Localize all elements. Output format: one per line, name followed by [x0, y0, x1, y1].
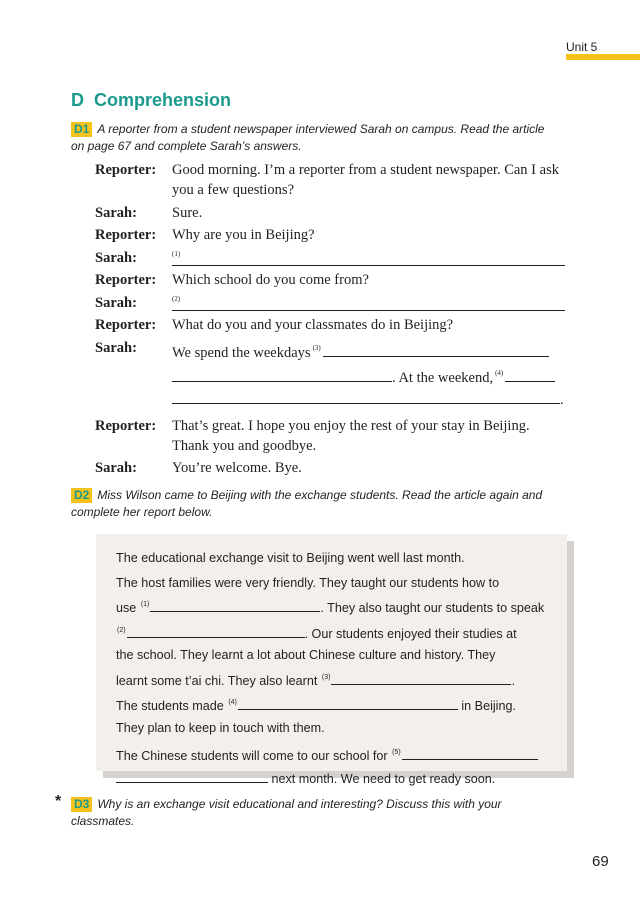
speech-end: .: [560, 391, 564, 408]
d3-badge: D3: [71, 797, 92, 812]
report-blank-4[interactable]: [238, 695, 458, 710]
blank-number: (4): [495, 368, 504, 377]
speaker: Reporter:: [95, 417, 157, 434]
blank-number: (4): [228, 699, 237, 706]
d1-instruction: [71, 121, 551, 155]
section-letter: D: [71, 90, 84, 110]
report-line: [116, 692, 549, 718]
speech: . At the weekend,: [392, 369, 494, 386]
speech: That’s great. I hope you enjoy the rest of your stay in Beijing. Thank you and goodbye.: [172, 417, 530, 454]
dialogue-line: [95, 203, 575, 223]
d2-instruction-text: Miss Wilson came to Beijing with the exchange students. Read the article again and complete her report below.: [71, 488, 543, 519]
d3-instruction: [71, 796, 551, 830]
speech: Which school do you come from?: [172, 272, 369, 288]
report-line: [116, 667, 549, 693]
speech: Good morning. I’m a reporter from a student newspaper. Can I ask you a few questions?: [172, 162, 559, 198]
dialogue-line: [95, 416, 575, 456]
speech: Why are you in Beijing?: [172, 227, 315, 243]
section-title: Comprehension: [94, 90, 232, 110]
d2-badge: D2: [71, 488, 92, 503]
dialogue: [95, 160, 575, 481]
blank-number: (3): [312, 343, 321, 352]
section-heading: [71, 90, 231, 111]
report-blank-2[interactable]: [127, 623, 305, 638]
d3-instruction-text: Why is an exchange visit educational and interesting? Discuss this with your classmates.: [71, 797, 502, 828]
answer-blank-4[interactable]: [505, 366, 555, 382]
unit-bar: [566, 54, 640, 60]
answer-blank-2[interactable]: [172, 293, 565, 311]
report-line: [116, 742, 549, 768]
speaker: Sarah:: [95, 339, 137, 356]
report-line: The host families were very friendly. They taught our students how to: [116, 575, 500, 590]
report-text: learnt some t’ai chi. They also learnt: [116, 673, 318, 688]
speaker: Sarah:: [95, 460, 137, 476]
dialogue-line: [95, 270, 575, 290]
speech: We spend the weekdays: [172, 344, 311, 361]
speaker: Reporter:: [95, 227, 157, 243]
blank-number: (1): [140, 601, 150, 608]
unit-label: Unit 5: [566, 40, 598, 54]
report-line: the school. They learnt a lot about Chinese culture and history. They: [116, 648, 496, 662]
report-box: [96, 534, 567, 786]
report-text: next month. We need to get ready soon.: [271, 771, 496, 786]
answer-blank-3-cont[interactable]: [172, 366, 392, 382]
answer-blank-1[interactable]: [172, 248, 565, 266]
speaker: Reporter:: [95, 272, 157, 288]
speaker: Sarah:: [95, 294, 137, 311]
report-blank-5-cont[interactable]: [116, 768, 268, 783]
blank-number: (2): [117, 626, 126, 634]
blank-number: (5): [392, 749, 401, 756]
d1-badge: D1: [71, 122, 92, 137]
report-blank-3[interactable]: [331, 670, 511, 685]
dialogue-line: [95, 458, 575, 478]
report-text: .: [511, 673, 515, 688]
report-line: [116, 768, 549, 791]
dialogue-line: [95, 225, 575, 245]
dialogue-line: [95, 160, 575, 200]
report-text: The Chinese students will come to our school for: [116, 749, 388, 763]
blank-number: (3): [321, 673, 331, 681]
speech: You’re welcome. Bye.: [172, 460, 302, 476]
dialogue-line: [95, 338, 575, 410]
answer-blank-4-cont[interactable]: [172, 388, 560, 404]
report-blank-5[interactable]: [402, 745, 538, 760]
blank-number: (2): [172, 294, 181, 303]
speaker: Reporter:: [95, 317, 157, 333]
dialogue-line: [95, 315, 575, 335]
report-text: The students made: [116, 699, 224, 713]
report-text: . They also taught our students to speak: [320, 601, 545, 615]
report-line: [116, 594, 549, 620]
report-line: The educational exchange visit to Beijing went well last month.: [116, 551, 465, 565]
speaker: Sarah:: [95, 249, 137, 266]
d2-instruction: [71, 487, 551, 521]
speech: Sure.: [172, 204, 203, 221]
report-line: They plan to keep in touch with them.: [116, 720, 325, 735]
report-text: . Our students enjoyed their studies at: [304, 626, 517, 641]
report-text: use: [116, 601, 137, 615]
speech: What do you and your classmates do in Beijing?: [172, 317, 454, 333]
report-blank-1[interactable]: [150, 597, 320, 612]
page-number: 69: [592, 853, 609, 870]
star-icon: *: [55, 793, 62, 810]
blank-number: (1): [172, 249, 181, 258]
answer-blank-3[interactable]: [323, 341, 549, 357]
dialogue-line: [95, 248, 575, 268]
d1-instruction-text: A reporter from a student newspaper interviewed Sarah on campus. Read the article on page 67 and complete Sarah’s answers.: [71, 122, 545, 153]
speaker: Reporter:: [95, 162, 157, 178]
report-line: [116, 620, 549, 646]
speaker: Sarah:: [95, 204, 137, 221]
report-text: in Beijing.: [461, 699, 516, 713]
dialogue-line: [95, 293, 575, 313]
